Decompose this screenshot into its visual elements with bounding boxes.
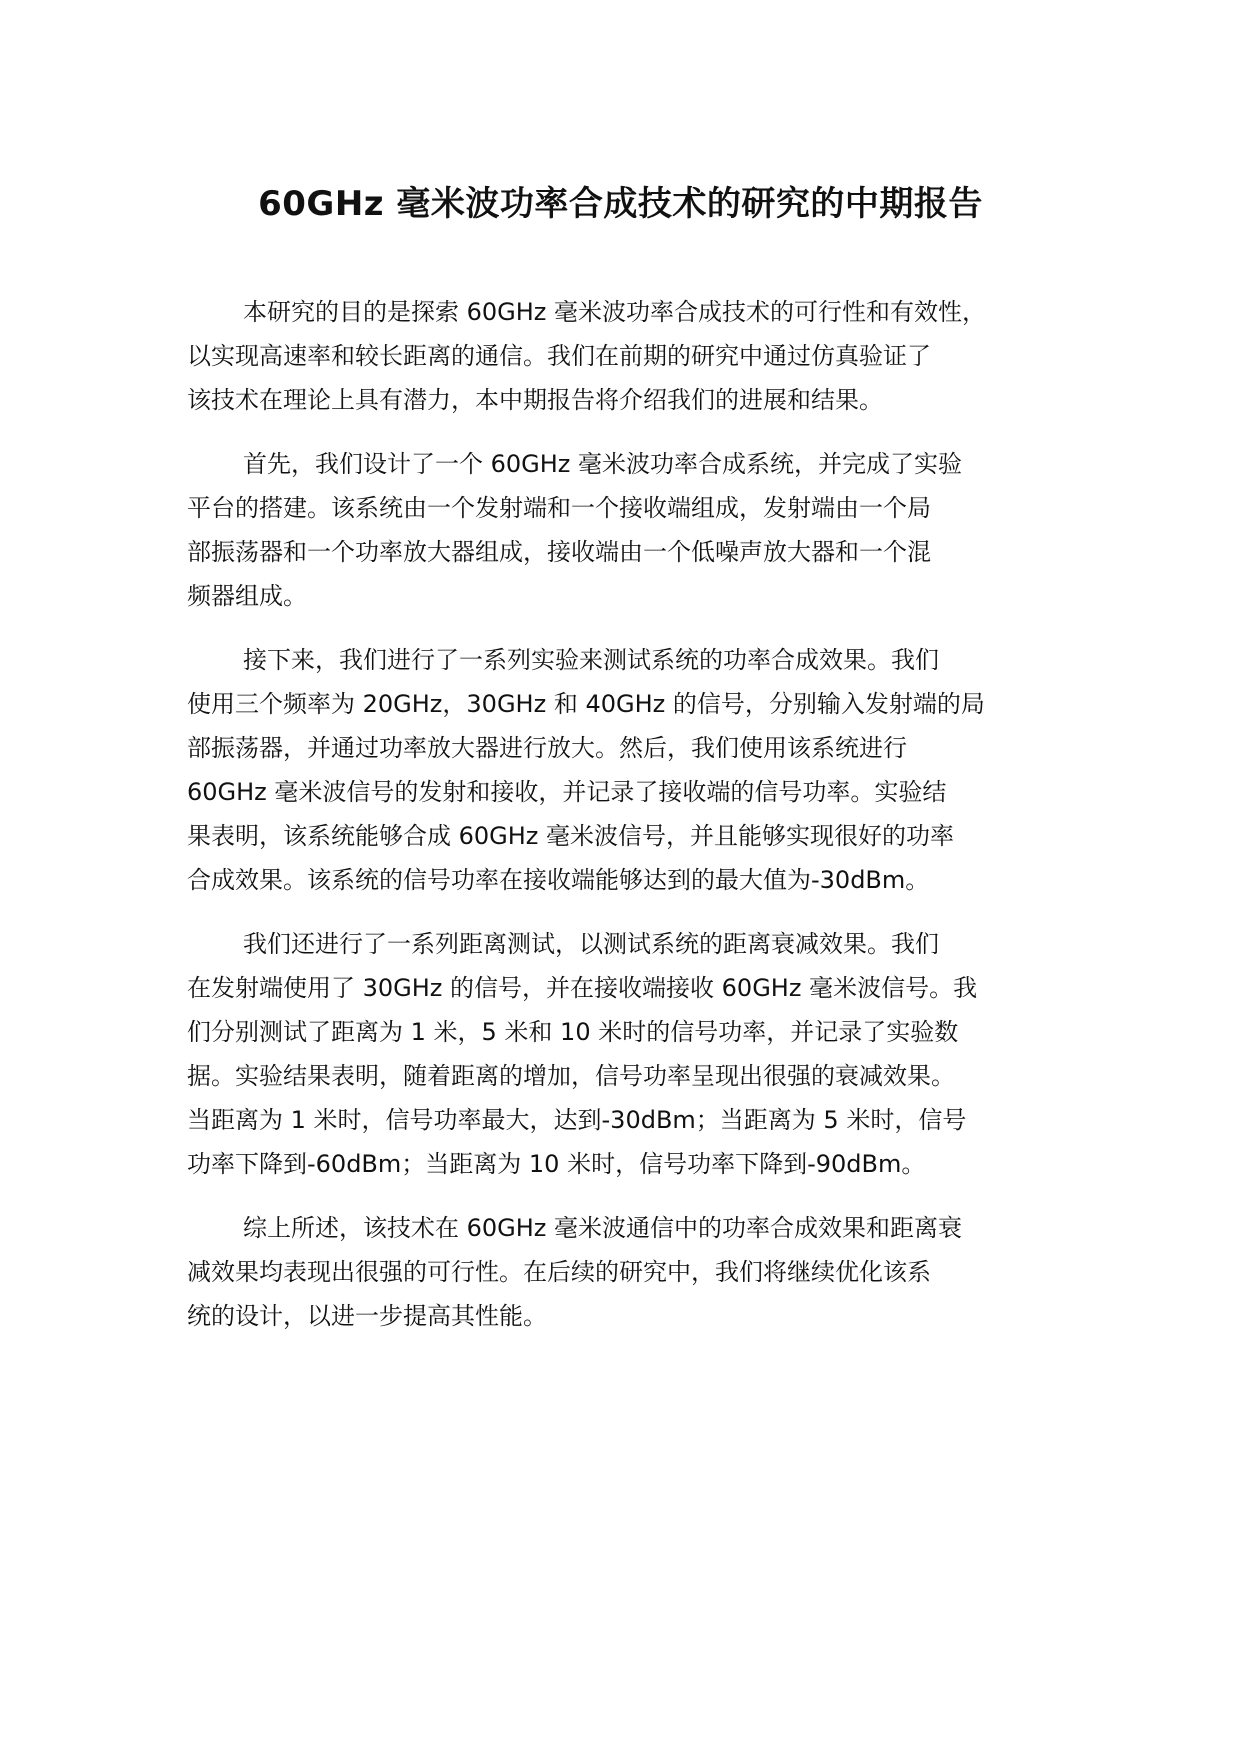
document-body (187, 290, 1087, 1358)
paragraph-line: 减效果均表现出很强的可行性。在后续的研究中，我们将继续优化该系 (187, 1258, 931, 1286)
paragraph-line: 接下来，我们进行了一系列实验来测试系统的功率合成效果。我们 (243, 646, 939, 674)
paragraph-line: 平台的搭建。该系统由一个发射端和一个接收端组成，发射端由一个局 (187, 494, 931, 522)
paragraph-line: 首先，我们设计了一个 60GHz 毫米波功率合成系统，并完成了实验 (243, 450, 963, 478)
paragraph-line: 使用三个频率为 20GHz，30GHz 和 40GHz 的信号，分别输入发射端的局 (187, 690, 985, 718)
paragraph-line: 部振荡器和一个功率放大器组成，接收端由一个低噪声放大器和一个混 (187, 538, 931, 566)
paragraph-line: 果表明，该系统能够合成 60GHz 毫米波信号，并且能够实现很好的功率 (187, 822, 955, 850)
paragraph-line: 该技术在理论上具有潜力，本中期报告将介绍我们的进展和结果。 (187, 386, 883, 414)
paragraph-power-experiments (187, 638, 1087, 902)
paragraph-line: 合成效果。该系统的信号功率在接收端能够达到的最大值为-30dBm。 (187, 866, 930, 894)
paragraph-system-design (187, 442, 1087, 618)
paragraph-line: 部振荡器，并通过功率放大器进行放大。然后，我们使用该系统进行 (187, 734, 907, 762)
paragraph-line: 统的设计，以进一步提高其性能。 (187, 1302, 547, 1330)
paragraph-line: 们分别测试了距离为 1 米，5 米和 10 米时的信号功率，并记录了实验数 (187, 1018, 959, 1046)
paragraph-line: 频器组成。 (187, 582, 307, 610)
paragraph-distance-tests (187, 922, 1087, 1186)
paragraph-line: 60GHz 毫米波信号的发射和接收，并记录了接收端的信号功率。实验结 (187, 778, 947, 806)
paragraph-line: 本研究的目的是探索 60GHz 毫米波功率合成技术的可行性和有效性， (243, 298, 987, 326)
paragraph-line: 在发射端使用了 30GHz 的信号，并在接收端接收 60GHz 毫米波信号。我 (187, 974, 978, 1002)
paragraph-line: 据。实验结果表明，随着距离的增加，信号功率呈现出很强的衰减效果。 (187, 1062, 955, 1090)
paragraph-line: 功率下降到-60dBm；当距离为 10 米时，信号功率下降到-90dBm。 (187, 1150, 926, 1178)
paragraph-line: 我们还进行了一系列距离测试，以测试系统的距离衰减效果。我们 (243, 930, 939, 958)
paragraph-line: 综上所述，该技术在 60GHz 毫米波通信中的功率合成效果和距离衰 (243, 1214, 963, 1242)
paragraph-line: 以实现高速率和较长距离的通信。我们在前期的研究中通过仿真验证了 (187, 342, 931, 370)
paragraph-line: 当距离为 1 米时，信号功率最大，达到-30dBm；当距离为 5 米时，信号 (187, 1106, 967, 1134)
paragraph-conclusion (187, 1206, 1087, 1338)
paragraph-purpose (187, 290, 1087, 422)
document-title: 60GHz 毫米波功率合成技术的研究的中期报告 (258, 184, 983, 224)
